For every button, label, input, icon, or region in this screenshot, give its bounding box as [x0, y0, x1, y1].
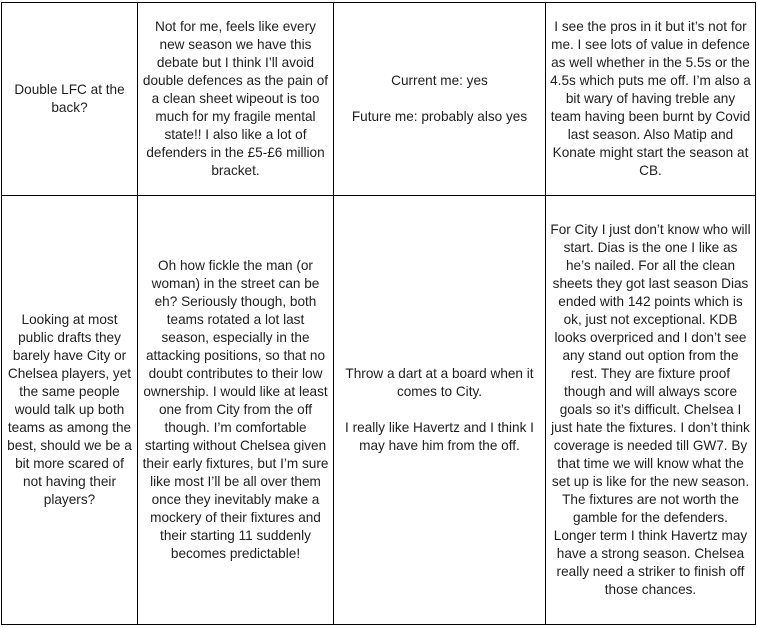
answer-cell: [334, 3, 546, 196]
comparison-table: [1, 2, 756, 625]
question-cell: [2, 196, 138, 625]
answer-cell: [138, 196, 334, 625]
question-cell: [2, 3, 138, 196]
question-text: Double LFC at the back?: [14, 82, 125, 115]
answer-line: Future me: probably also yes: [351, 109, 528, 124]
answer-line: Current me: yes: [391, 73, 488, 88]
table-row: [2, 196, 756, 625]
answer-text: For City I just don’t know who will start. Dias is the one I like as he’s nailed. For all the clean sheets they got last season Dias ended with 142 points which is ok, just not exceptional. KDB looks overpriced and I don’t see any stand out option from the rest. They are fixture proof though and will always score goals so it’s difficult. Chelsea I just hate the fixtures. I don’t think coverage is needed till GW7. By that time we will know what the set up is like for the new season. The fixtures are not worth the gamble for the defenders. Longer term I think Havertz may have a strong season. Chelsea really need a striker to finish off those chances.: [550, 222, 751, 597]
answer-cell: [546, 196, 756, 625]
answer-text: I see the pros in it but it’s not for me. I see lots of value in defence as well whether in the 5.5s or the 4.5s which puts me off. I’m also a bit wary of having treble any team having been burnt by Covid last season. Also Matip and Konate might start the season at CB.: [550, 19, 751, 178]
paragraph-gap: [338, 401, 541, 419]
table-row: [2, 3, 756, 196]
answer-cell: [138, 3, 334, 196]
paragraph-gap: [338, 90, 541, 108]
question-text: Looking at most public drafts they barely have City or Chelsea players, yet the same people would talk up both teams as among the best, should we be a bit more scared of not having their players?: [7, 312, 132, 507]
answer-line: Throw a dart at a board when it comes to City.: [345, 366, 534, 399]
answer-text: Oh how fickle the man (or woman) in the street can be eh? Seriously though, both teams rotated a lot last season, especially in the attacking positions, so that no doubt contributes to their low ownership. I would like at least one from City from the off though. I’m comfortable starting without Chelsea given their early fixtures, but I’m sure like most I’ll be all over them once they inevitably make a mockery of their fixtures and their starting 11 suddenly becomes predictable!: [142, 258, 329, 561]
answer-line: I really like Havertz and I think I may have him from the off.: [345, 420, 534, 453]
answer-cell: [334, 196, 546, 625]
answer-text: Not for me, feels like every new season we have this debate but I think I’ll avoid double defences as the pain of a clean sheet wipeout is too much for my fragile mental state!! I also like a lot of defenders in the £5-£6 million bracket.: [142, 19, 329, 178]
answer-cell: [546, 3, 756, 196]
